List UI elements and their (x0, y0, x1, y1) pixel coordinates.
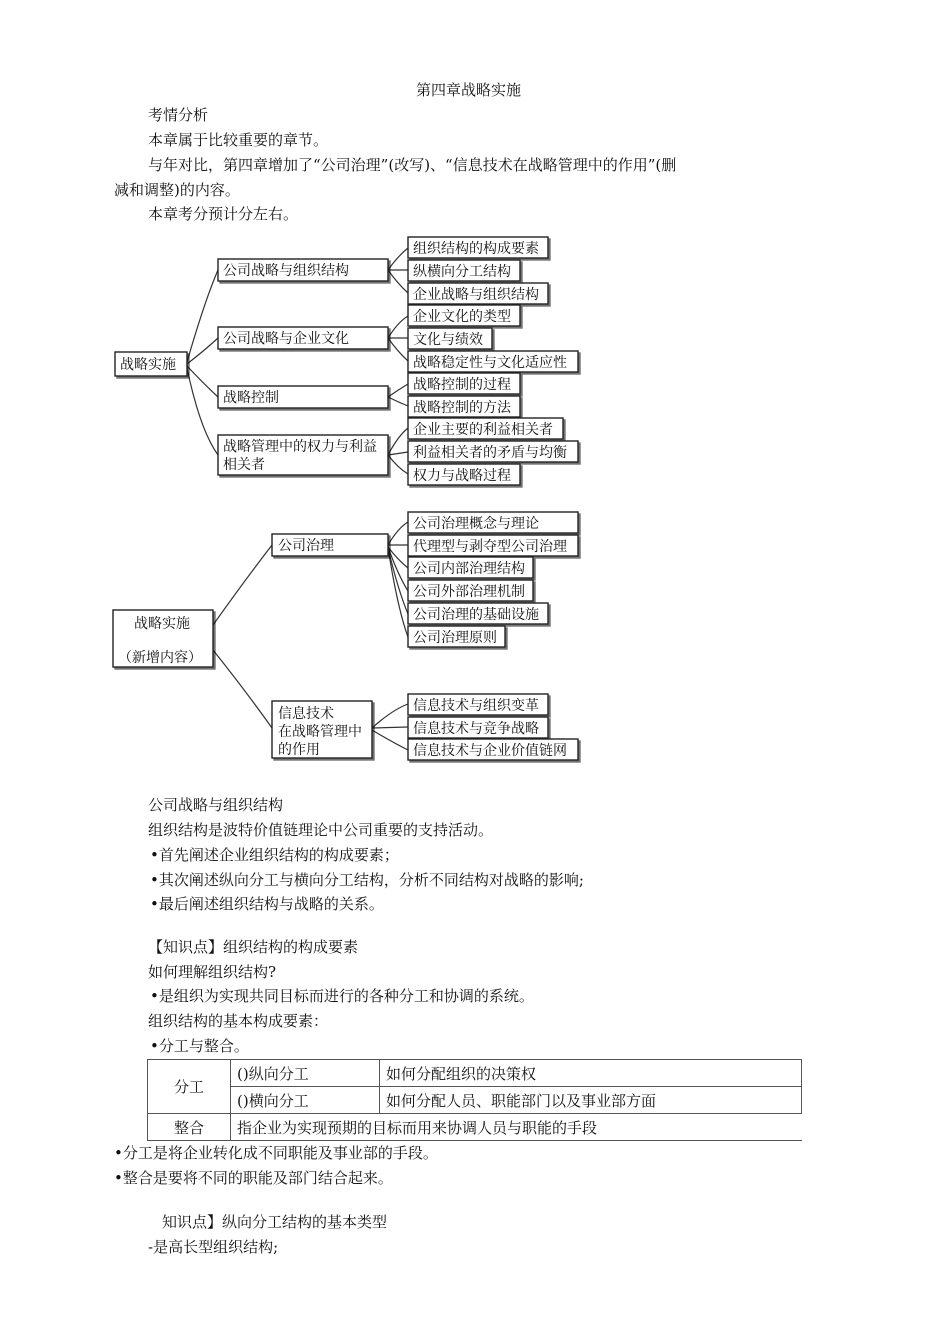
answer-line: •是组织为实现共同目标而进行的各种分工和协调的系统。 (150, 987, 534, 1005)
leaf-label: 信息技术与企业价值链网 (413, 743, 567, 759)
text-line: -是高长型组织结构; (148, 1238, 279, 1256)
bullet-item: •最后阐述组织结构与战略的关系。 (150, 895, 384, 913)
leaf-label: 公司治理概念与理论 (413, 516, 539, 532)
intro-line: 本章属于比较重要的章节。 (148, 131, 329, 149)
intro-heading: 考情分析 (148, 106, 209, 124)
intro-line: 本章考分预计分左右。 (148, 205, 299, 223)
branch-label: 在战略管理中 (278, 724, 362, 740)
branch-label: 的作用 (278, 742, 320, 758)
leaf-label: 代理型与剥夺型公司治理 (413, 539, 567, 555)
branch-label: 相关者 (223, 457, 265, 473)
table-cell: ()横向分工 (231, 1087, 380, 1114)
intro-line: 减和调整)的内容。 (114, 181, 240, 199)
leaf-label: 公司治理的基础设施 (413, 607, 539, 623)
leaf-label: 组织结构的构成要素 (413, 241, 539, 257)
root-label: 战略实施 (120, 357, 176, 373)
leaf-label: 利益相关者的矛盾与均衡 (413, 445, 567, 461)
branch-label: 公司战略与组织结构 (223, 263, 349, 279)
page-title: 第四章战略实施 (416, 81, 522, 99)
leaf-label: 权力与战略过程 (413, 468, 511, 484)
leaf-label: 企业战略与组织结构 (413, 287, 539, 303)
org-structure-table (147, 1059, 802, 1141)
branch-label: 公司战略与企业文化 (223, 331, 349, 347)
question-line: 如何理解组织结构? (148, 963, 277, 981)
table-cell: 整合 (148, 1114, 231, 1141)
table-row (148, 1114, 802, 1141)
leaf-label: 公司治理原则 (413, 630, 497, 646)
leaf-label: 企业文化的类型 (413, 309, 511, 325)
table-cell: 分工 (148, 1060, 231, 1114)
leaf-label: 战略控制的方法 (413, 400, 511, 416)
text-line: 组织结构的基本构成要素： (148, 1012, 329, 1030)
branch-label: 公司治理 (278, 538, 334, 554)
intro-line: 与年对比，第四章增加了“公司治理”(改写)、“信息技术在战略管理中的作用”(删 (148, 156, 677, 174)
bullet-item: •首先阐述企业组织结构的构成要素； (150, 846, 399, 864)
root-label: （新增内容） (118, 650, 202, 666)
bullet-item: •分工与整合。 (150, 1037, 249, 1055)
leaf-label: 公司外部治理机制 (413, 584, 525, 600)
table-row (148, 1087, 802, 1114)
leaf-label: 公司内部治理结构 (413, 561, 525, 577)
leaf-label: 信息技术与组织变革 (413, 698, 539, 714)
section-heading: 公司战略与组织结构 (148, 796, 284, 814)
bullet-item: •其次阐述纵向分工与横向分工结构，分析不同结构对战略的影响; (150, 871, 584, 889)
branch-label: 战略管理中的权力与利益 (223, 439, 377, 455)
table-row (148, 1060, 802, 1087)
leaf-label: 战略稳定性与文化适应性 (413, 355, 567, 371)
table-cell: 如何分配组织的决策权 (380, 1060, 802, 1087)
branch-label: 信息技术 (278, 706, 334, 722)
table-cell: ()纵向分工 (231, 1060, 380, 1087)
table-cell: 指企业为实现预期的目标而用来协调人员与职能的手段 (231, 1114, 802, 1141)
leaf-label: 战略控制的过程 (413, 377, 511, 393)
leaf-label: 信息技术与竞争战略 (413, 721, 539, 737)
table-cell: 如何分配人员、职能部门以及事业部方面 (380, 1087, 802, 1114)
section-desc: 组织结构是波特价值链理论中公司重要的支持活动。 (148, 821, 494, 839)
leaf-label: 纵横向分工结构 (413, 264, 511, 280)
root-label: 战略实施 (134, 616, 190, 632)
leaf-label: 企业主要的利益相关者 (413, 422, 553, 438)
branch-label: 战略控制 (223, 390, 279, 406)
bullet-item: •分工是将企业转化成不同职能及事业部的手段。 (114, 1144, 438, 1162)
knowledge-heading: 知识点】纵向分工结构的基本类型 (162, 1213, 388, 1231)
bullet-item: •整合是要将不同的职能及部门结合起来。 (114, 1169, 393, 1187)
leaf-label: 文化与绩效 (413, 332, 483, 348)
knowledge-heading: 【知识点】组织结构的构成要素 (148, 938, 359, 956)
